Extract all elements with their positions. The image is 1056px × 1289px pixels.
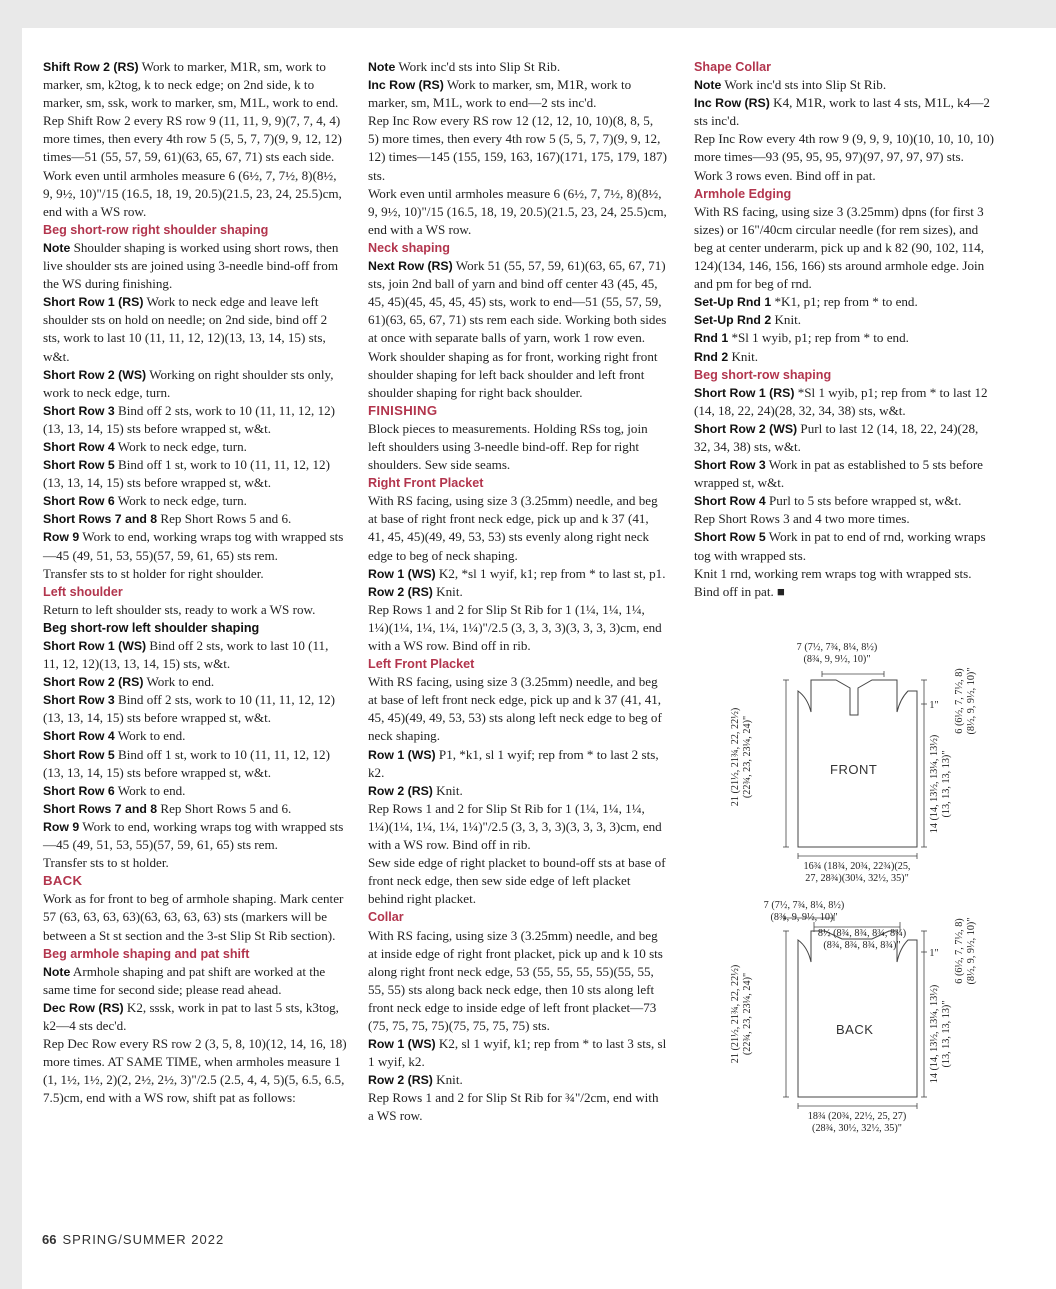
instruction-label: Note [43,240,71,255]
section-heading: Collar [368,910,404,925]
front-length-line2: (22¾, 23, 23¼, 24)" [741,715,753,799]
instruction-text: Rep Dec Row every RS row 2 (3, 5, 8, 10)(12, 14, 16, 18) more times. AT SAME TIME, when armholes measure 1 (1, 1½, 1½, 2)(2, 2½, 2½, 3)"/2.5 (2.5, 4, 4, 5)(5, 6.5, 6.5, 7.5)cm, end with a WS row, shift pat as follows: [43,1036,347,1106]
instruction-text: Rep Inc Row every 4th row 9 (9, 9, 9, 10)(10, 10, 10, 10) more times—93 (95, 95, 95, 97)(97, 97, 97, 97) sts. [694,131,995,165]
instruction-paragraph [694,329,997,347]
instruction-text: *Sl 1 wyib, p1; rep from * to last 12 (14, 18, 22, 24)(28, 32, 34, 38) sts, w&t. [694,384,988,418]
instruction-paragraph [694,456,997,492]
instruction-paragraph [368,185,667,239]
instruction-label: Short Row 1 (WS) [43,639,147,653]
back-top-width-label [744,900,864,923]
instruction-paragraph [368,1089,667,1125]
instruction-label: Short Row 2 (RS) [43,675,144,690]
instruction-text: Rep Rows 1 and 2 for Slip St Rib for ¾"/2cm, end with a WS row. [368,1090,659,1124]
instruction-text: With RS facing, using size 3 (3.25mm) dpns (for first 3 sizes) or 16"/40cm circular needle (for rem sizes), and beg at center underarm, pick up and k 82 (90, 102, 114, 124)(134, 146, 156, 166) sts around armhole edge. Join and pm for beg of rnd. [694,203,985,292]
instruction-text: Return to left shoulder sts, ready to work a WS row. [43,601,316,617]
instruction-text: Work inc'd sts into Slip St Rib. [395,59,561,74]
front-top-width-line2: (8¾, 9, 9½, 10)" [803,653,871,665]
instruction-label: Row 2 (RS) [368,1073,433,1088]
instruction-paragraph [694,203,997,293]
back-neck-line2: (8¾, 8¾, 8¾, 8¾)" [823,939,901,951]
instruction-label: Row 9 [43,530,80,545]
back-length-label [730,944,754,1084]
instruction-text: With RS facing, using size 3 (3.25mm) needle, and beg at base of left front neck edge, pick up and k 37 (41, 41, 45, 45)(49, 49, 53, 53) sts along left neck edge to beg of neck shaping. [368,674,662,744]
instruction-text: Knit. [771,312,802,328]
front-top-width-line1: 7 (7½, 7¾, 8¼, 8½) [796,642,878,653]
instruction-paragraph [368,673,667,745]
front-side-label [929,724,953,844]
back-top-width-line1: 7 (7½, 7¾, 8¼, 8½) [763,900,845,911]
instruction-text: Work inc'd sts into Slip St Rib. [721,77,887,93]
instruction-label: Shift Row 2 (RS) [43,60,139,74]
front-armhole-line2: (8½, 9, 9½, 10)" [965,667,977,735]
instruction-paragraph [694,510,997,528]
instruction-label: Row 1 (WS) [368,566,436,581]
instruction-paragraph [694,293,997,311]
back-side-line2: (13, 13, 13, 13)" [940,1000,952,1068]
instruction-text: K2, sl 1 wyif, k1; rep from * to last 3 sts, sl 1 wyif, k2. [368,1036,667,1070]
back-bottom-width-line2: (28¾, 30½, 32½, 35)" [812,1122,902,1134]
instruction-paragraph [368,420,667,474]
back-side-label [929,974,953,1094]
instruction-text: Knit. [432,583,463,599]
instruction-paragraph [43,999,347,1035]
front-schematic [722,634,997,884]
back-armhole-line2: (8½, 9, 9½, 10)" [965,917,977,985]
instruction-paragraph [43,782,347,800]
instruction-text: Sew side edge of right placket to bound-off sts at base of front neck edge, then sew side edge of left placket behind right placket. [368,855,666,907]
instruction-paragraph [368,1071,667,1089]
instruction-text: Work to neck edge, turn. [114,438,247,454]
instruction-paragraph [43,565,347,583]
instruction-paragraph [43,438,347,456]
instruction-text: With RS facing, using size 3 (3.25mm) needle, and beg at base of right front neck edge, pick up and k 37 (41, 41, 45, 45)(49, 49, 53, 53) sts evenly along right neck edge to beg of neck shaping. [368,493,658,563]
section-heading: Beg short-row right shoulder shaping [43,222,269,237]
instruction-text: K4, M1R, work to last 4 sts, M1L, k4—2 sts inc'd. [694,95,990,129]
instruction-paragraph [43,293,347,365]
instruction-paragraph [43,637,347,673]
instruction-text: Rep Short Rows 5 and 6. [157,800,292,816]
section-heading: FINISHING [368,402,438,418]
instruction-paragraph [368,800,667,854]
instruction-text: Work to marker, sm, M1R, work to marker, sm, M1L, work to end—2 sts inc'd. [368,77,632,111]
instruction-paragraph [43,818,347,854]
instruction-text: Work even until armholes measure 6 (6½, 7, 7½, 8)(8½, 9, 9½, 10)"/15 (16.5, 18, 19, 20.5)(21.5, 23, 24, 25.5)cm, end with a WS row. [43,167,342,219]
column-3 [694,58,997,601]
instruction-paragraph [368,348,667,402]
instruction-label: Short Row 4 [43,439,115,454]
back-bottom-width-line1: 18¾ (20¾, 22½, 25, 27) [807,1111,907,1122]
back-neck-line1: 8½ (8¾, 8¾, 8¾, 8¾) [817,928,907,939]
instruction-text: Work shoulder shaping as for front, working right front shoulder shaping for left back shoulder and left front shoulder shaping for right back shoulder. [368,348,658,400]
instruction-paragraph [694,565,997,601]
instruction-label: Short Row 4 [694,494,766,509]
instruction-text: Work to neck edge and leave left shoulder sts on hold on needle; on 2nd side, bind off 2 sts, work to last 10 (11, 11, 12, 12)(13, 13, 14, 15) sts, w&t. [43,294,328,364]
instruction-paragraph [368,112,667,184]
back-length-line1: 21 (21½, 21¾, 22, 22½) [730,964,741,1064]
front-top-width-label [777,642,897,665]
instruction-label: Next Row (RS) [368,259,453,274]
instruction-label: Short Row 3 [694,458,766,473]
column-1 [43,58,347,1107]
instruction-paragraph [43,800,347,818]
instruction-text: Rep Shift Row 2 every RS row 9 (11, 11, 9, 9)(7, 7, 4, 4) more times, then every 4th row 5 (5, 5, 7, 7)(9, 9, 12, 12) times—51 (55, 57, 59, 61)(63, 65, 67, 71) sts each side. [43,113,342,165]
front-bottom-width-line2: 27, 28¾)(30¼, 32½, 35)" [805,872,909,884]
instruction-text: Knit. [432,1072,463,1088]
instruction-label: Short Rows 7 and 8 [43,801,158,816]
instruction-paragraph [694,492,997,510]
instruction-label: Short Row 1 (RS) [43,295,144,310]
front-side-line1: 14 (14, 13½, 13¼, 13½) [929,734,940,834]
instruction-paragraph [368,854,667,908]
back-length-line2: (22¾, 23, 23¼, 24)" [741,972,753,1056]
section-heading: Neck shaping [368,240,450,255]
instruction-label: Inc Row (RS) [694,96,770,111]
instruction-text: Work as for front to beg of armhole shaping. Mark center 57 (63, 63, 63, 63)(63, 63, 63, 63) sts (markers will be between a St st section and the 3-st Slip St Rib section). [43,891,344,943]
instruction-text: K2, sssk, work in pat to last 5 sts, k3tog, k2—4 sts dec'd. [43,999,339,1033]
back-bottom-width-label [787,1111,927,1134]
instruction-label: Short Row 6 [43,494,115,509]
back-side-line1: 14 (14, 13½, 13¼, 13½) [929,984,940,1084]
instruction-text: Armhole shaping and pat shift are worked at the same time for second side; please read ahead. [43,963,326,997]
instruction-text: Knit 1 rnd, working rem wraps tog with wrapped sts. Bind off in pat. ■ [694,565,972,599]
instruction-text: *Sl 1 wyib, p1; rep from * to end. [728,330,909,346]
instruction-paragraph [43,492,347,510]
front-label: FRONT [830,762,878,777]
instruction-paragraph [43,963,347,999]
front-length-label [730,687,754,827]
instruction-paragraph [43,112,347,166]
instruction-label: Note [368,60,396,74]
instruction-paragraph [43,366,347,402]
instruction-text: Rep Rows 1 and 2 for Slip St Rib for 1 (1¼, 1¼, 1¼, 1¼)(1¼, 1¼, 1¼, 1¼)"/2.5 (3, 3, 3, 3)(3, 3, 3, 3)cm, end with a WS row. Bind off in rib. [368,800,662,853]
instruction-paragraph [368,583,667,601]
issue-title: SPRING/SUMMER 2022 [62,1232,225,1247]
section-heading: Beg armhole shaping and pat shift [43,946,250,961]
instruction-label: Row 2 (RS) [368,783,433,798]
instruction-paragraph [694,167,997,185]
instruction-text: Work to neck edge, turn. [114,493,247,509]
instruction-label: Note [694,78,722,93]
instruction-paragraph [43,854,347,872]
instruction-text: Transfer sts to st holder. [43,855,169,871]
instruction-text: Rep Short Rows 5 and 6. [157,511,292,527]
instruction-paragraph [43,727,347,745]
instruction-text: Bind off 2 sts, work to 10 (11, 11, 12, 12)(13, 13, 14, 15) sts before wrapped st, w&t. [43,692,336,726]
instruction-paragraph [43,456,347,492]
instruction-text: Purl to 5 sts before wrapped st, w&t. [765,493,962,509]
instruction-label: Short Rows 7 and 8 [43,512,158,527]
instruction-text: Rep Short Rows 3 and 4 two more times. [694,511,910,527]
instruction-text: P1, *k1, sl 1 wyif; rep from * to last 2 sts, k2. [368,746,659,780]
front-shoulder-drop-label: 1" [929,700,939,711]
instruction-paragraph [368,76,667,112]
back-armhole-label [954,896,978,1006]
instruction-label: Inc Row (RS) [368,78,444,93]
front-armhole-line1: 6 (6½, 7, 7½, 8) [954,668,965,734]
instruction-paragraph [368,58,667,76]
instruction-label: Row 9 [43,819,80,834]
instruction-label: Set-Up Rnd 1 [694,295,772,310]
instruction-label: Rnd 1 [694,331,729,346]
back-label: BACK [836,1022,874,1037]
section-heading: Shape Collar [694,60,771,74]
instruction-paragraph [694,311,997,329]
instruction-paragraph [43,601,347,619]
instruction-label: Rnd 2 [694,349,729,364]
column-2 [368,58,667,1126]
instruction-paragraph [368,746,667,782]
section-heading: Left Front Placket [368,657,475,672]
instruction-paragraph [368,1035,667,1071]
instruction-paragraph [43,890,347,944]
instruction-label: Short Row 5 [43,458,115,473]
instruction-text: Work to end. [143,674,215,690]
instruction-label: Row 1 (WS) [368,1037,436,1052]
instruction-label: Short Row 5 [694,530,766,545]
instruction-paragraph [43,239,347,293]
front-side-line2: (13, 13, 13, 13)" [940,750,952,818]
front-armhole-label [954,646,978,756]
page-footer [42,1232,224,1247]
instruction-text: Bind off 1 st, work to 10 (11, 11, 12, 12)(13, 13, 14, 15) sts before wrapped st, w&t. [43,457,330,491]
instruction-paragraph [368,782,667,800]
instruction-label: Set-Up Rnd 2 [694,313,772,328]
instruction-label: Dec Row (RS) [43,1000,124,1015]
instruction-text: Block pieces to measurements. Holding RSs tog, join left shoulders using 3-needle bind-off. Rep for right shoulders. Sew side seams. [368,420,648,473]
instruction-paragraph [368,492,667,564]
instruction-text: K2, *sl 1 wyif, k1; rep from * to last st, p1. [435,565,666,581]
instruction-text: *K1, p1; rep from * to end. [771,294,918,310]
instruction-text: Work to marker, M1R, sm, work to marker, sm, k2tog, k to neck edge; on 2nd side, k to marker, sm, ssk, work to marker, sm, M1L, work to end. [43,59,339,111]
instruction-paragraph [43,402,347,438]
section-heading: Beg short-row shaping [694,367,832,382]
page [22,28,1056,1289]
instruction-label: Short Row 3 [43,693,115,708]
instruction-paragraph [43,1035,347,1107]
instruction-text: Work to end, working wraps tog with wrapped sts—45 (49, 51, 53, 55)(57, 59, 61, 65) sts rem. [43,818,344,853]
page-number: 66 [42,1232,57,1247]
instruction-text: Work even until armholes measure 6 (6½, 7, 7½, 8)(8½, 9, 9½, 10)"/15 (16.5, 18, 19, 20.5)(21.5, 23, 24, 25.5)cm, end with a WS row. [368,185,667,237]
instruction-label: Short Row 4 [43,729,115,744]
section-heading: Armhole Edging [694,186,792,201]
instruction-text: Work to end. [114,728,186,744]
instruction-paragraph [43,528,347,564]
instruction-text: Work in pat to end of rnd, working wraps tog with wrapped sts. [694,529,986,563]
instruction-paragraph [368,927,667,1036]
instruction-paragraph [43,746,347,782]
instruction-label: Short Row 2 (WS) [43,367,147,382]
instruction-paragraph [694,528,997,564]
instruction-paragraph [43,691,347,727]
sub-heading: Beg short-row left shoulder shaping [43,620,260,635]
instruction-label: Short Row 1 (RS) [694,385,795,400]
instruction-paragraph [694,76,997,94]
instruction-text: Knit. [432,782,463,798]
section-heading: Left shoulder [43,584,123,599]
back-neck-width-label [807,928,917,951]
instruction-text: Knit. [728,348,758,364]
instruction-text: With RS facing, using size 3 (3.25mm) needle, and beg at inside edge of right front placket, pick up and k 10 sts along right front neck edge, 53 (55, 55, 55, 55)(55, 55, 55, 55) sts along back neck edge, then 10 sts along left front neck edge to inside edge of left front placket—73 (75, 75, 75, 75)(75, 75, 75, 75) sts. [368,927,663,1033]
front-length-line1: 21 (21½, 21¾, 22, 22½) [730,707,741,807]
instruction-label: Short Row 6 [43,783,115,798]
instruction-text: Transfer sts to st holder for right shoulder. [43,565,264,581]
instruction-text: Bind off 2 sts, work to last 10 (11, 11, 12, 12)(13, 13, 14, 15) sts, w&t. [43,638,329,672]
instruction-paragraph [368,565,667,583]
section-heading: Right Front Placket [368,476,484,491]
instruction-text: Rep Inc Row every RS row 12 (12, 12, 10, 10)(8, 8, 5, 5) more times, then every 4th row 5 (5, 5, 7, 7)(9, 9, 12, 12) times—145 (155, 159, 163, 167)(171, 175, 179, 187) sts. [368,113,667,183]
instruction-text: Work in pat as established to 5 sts before wrapped st, w&t. [694,457,983,491]
instruction-label: Note [43,964,71,979]
instruction-text: Rep Rows 1 and 2 for Slip St Rib for 1 (1¼, 1¼, 1¼, 1¼)(1¼, 1¼, 1¼, 1¼)"/2.5 (3, 3, 3, 3)(3, 3, 3, 3)cm, end with a WS row. Bind off in rib. [368,601,662,653]
instruction-text: Work 3 rows even. Bind off in pat. [694,167,876,183]
instruction-text: Shoulder shaping is worked using short rows, then live shoulder sts are joined using 3-needle bind-off from the WS during finishing. [43,239,339,292]
front-bottom-width-line1: 16¾ (18¾, 20¾, 22¾)(25, [803,861,911,872]
instruction-paragraph [43,510,347,528]
instruction-paragraph [43,673,347,691]
instruction-label: Row 2 (RS) [368,584,433,599]
instruction-paragraph [368,601,667,655]
back-shoulder-drop-label: 1" [929,948,939,959]
back-top-width-line2: (8¾, 9, 9½, 10)" [770,911,838,923]
instruction-paragraph [43,58,347,112]
instruction-text: Working on right shoulder sts only, work to neck edge, turn. [43,366,334,400]
instruction-paragraph [694,384,997,420]
section-heading: BACK [43,873,83,889]
back-schematic [722,872,997,1134]
instruction-paragraph [694,130,997,166]
instruction-paragraph [694,420,997,456]
instruction-label: Short Row 2 (WS) [694,421,798,436]
instruction-text: Bind off 2 sts, work to 10 (11, 11, 12, 12)(13, 13, 14, 15) sts before wrapped st, w&t. [43,402,336,436]
instruction-text: Purl to last 12 (14, 18, 22, 24)(28, 32, 34, 38) sts, w&t. [694,420,979,454]
instruction-label: Short Row 3 [43,403,115,418]
instruction-paragraph [694,348,997,366]
instruction-text: Work to end, working wraps tog with wrapped sts—45 (49, 51, 53, 55)(57, 59, 61, 65) sts rem. [43,529,344,563]
back-armhole-line1: 6 (6½, 7, 7½, 8) [954,918,965,984]
instruction-paragraph [694,94,997,130]
instruction-paragraph [368,257,667,347]
instruction-paragraph [43,167,347,221]
instruction-text: Bind off 1 st, work to 10 (11, 11, 12, 12)(13, 13, 14, 15) sts before wrapped st, w&t. [43,746,330,780]
instruction-label: Short Row 5 [43,747,115,762]
instruction-text: Work 51 (55, 57, 59, 61)(63, 65, 67, 71) sts, join 2nd ball of yarn and bind off center 43 (45, 45, 45, 45)(45, 45, 45, 45) sts, work to end—51 (55, 57, 59, 61)(63, 65, 67, 71) sts rem each side. Working both sides at once with separate balls of yarn, work 1 row even. [368,258,667,346]
instruction-text: Work to end. [114,782,186,798]
instruction-label: Row 1 (WS) [368,747,436,762]
